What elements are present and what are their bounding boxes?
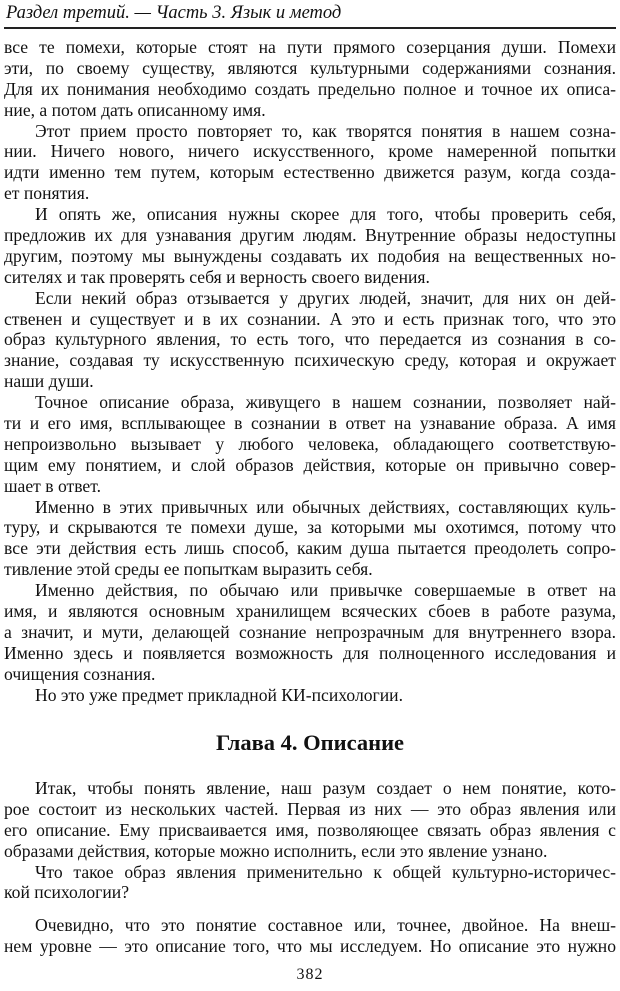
paragraph-gap [4,903,616,915]
text-line: ние, а потом дать описанному имя. [4,99,266,120]
text-line: все те помехи, которые стоят на пути прямого созерцания души. Помехи [4,37,616,57]
text-line: очищения сознания. [4,663,156,684]
text-line: ственен и существует и в их сознании. А это и есть признак того, что это [4,308,616,329]
text-line: Именно здесь и появляется возможность для полноценного исследования и [4,642,616,663]
text-line: Очевидно, что это понятие составное или, точнее, двойное. На внеш- [35,915,616,936]
paragraph [4,862,616,904]
paragraph [4,580,616,684]
paragraph [4,37,616,121]
text-line: все эти действия есть лишь способ, каким душа пытается преодолеть сопро- [4,538,616,559]
text-line: Для их понимания необходимо создать предельно полное и точное их описа- [4,78,616,99]
text-line: нии. Ничего нового, ничего искусственного, кроме намеренной попытки [4,141,616,162]
paragraph [4,915,616,957]
running-header: Раздел третий. — Часть 3. Язык и метод [6,3,342,23]
text-line: знание, создавая ту искусственную психическую среду, которая и окружает [4,350,616,371]
text-line: тивление этой среды ее попыткам выразить себя. [4,559,373,580]
text-line: ет понятия. [4,183,90,204]
paragraph [4,778,616,862]
text-line: наши души. [4,371,94,392]
page-number: 382 [296,966,324,983]
text-line: Если некий образ отзывается у других людей, значит, для них он дей- [35,287,616,308]
text-line: шает в ответ. [4,475,101,496]
text-line: а значит, и мути, делающей сознание непрозрачным для внутреннего взора. [4,621,616,642]
body-text-after-chapter [4,778,616,957]
text-line: И опять же, описания нужны скорее для того, чтобы проверить себя, [35,204,616,225]
paragraph [4,288,616,392]
text-line: Этот прием просто повторяет то, как творятся понятия в нашем созна- [35,120,616,141]
text-line: Именно в этих привычных или обычных действиях, составляющих куль- [35,496,616,517]
text-line: Что такое образ явления применительно к общей культурно-историчес- [35,861,616,882]
text-line: туру, и скрываются те помехи душе, за которыми мы охотимся, потому что [4,517,616,538]
text-line: идти именно тем путем, которым естественно движется разум, когда созда- [4,162,616,183]
text-line: образ культурного явления, то есть того, что передается из сознания в со- [4,329,616,350]
text-line: ти и его имя, всплывающее в сознании в ответ на узнавание образа. А имя [4,413,616,434]
paragraph [4,121,616,205]
header-rule [4,27,616,29]
body-text-before-chapter [4,37,616,706]
text-line: сителях и так проверять себя и верность своего видения. [4,266,430,287]
text-line: его описание. Ему присваивается имя, позволяющее связать образ явления с [4,819,616,840]
text-line: рое состоит из нескольких частей. Первая из них — это образ явления или [4,798,616,819]
paragraph [4,685,616,706]
text-line: нем уровне — это описание того, что мы исследуем. Но описание это нужно [4,936,616,957]
text-line: непроизвольно вызывает у любого человека, обладающего соответствую- [4,433,616,454]
text-line: предложив их для узнавания другим людям. Внутренние образы недоступны [4,225,616,246]
paragraph [4,204,616,288]
text-line: Точное описание образа, живущего в нашем сознании, позволяет най- [35,392,616,413]
text-line: Именно действия, по обычаю или привычке совершаемые в ответ на [35,580,616,601]
text-line: эти, по своему существу, являются культурными содержаниями сознания. [4,57,616,78]
chapter-heading: Глава 4. Описание [215,730,405,755]
text-line: кой психологии? [4,882,130,903]
text-line: Итак, чтобы понять явление, наш разум создает о нем понятие, кото- [35,778,616,798]
text-line: Но это уже предмет прикладной КИ-психологии. [35,684,403,705]
paragraph [4,497,616,581]
text-line: имя, и являются основным хранилищем всяческих сбоев в работе разума, [4,601,616,622]
text-line: образами действия, которые можно исполнить, если это явление узнано. [4,840,548,861]
text-line: другим, поэтому мы вынуждены создавать их подобия на вещественных но- [4,245,616,266]
paragraph [4,392,616,496]
text-line: щим ему понятием, и слой образов действия, которые он привычно совер- [4,454,616,475]
